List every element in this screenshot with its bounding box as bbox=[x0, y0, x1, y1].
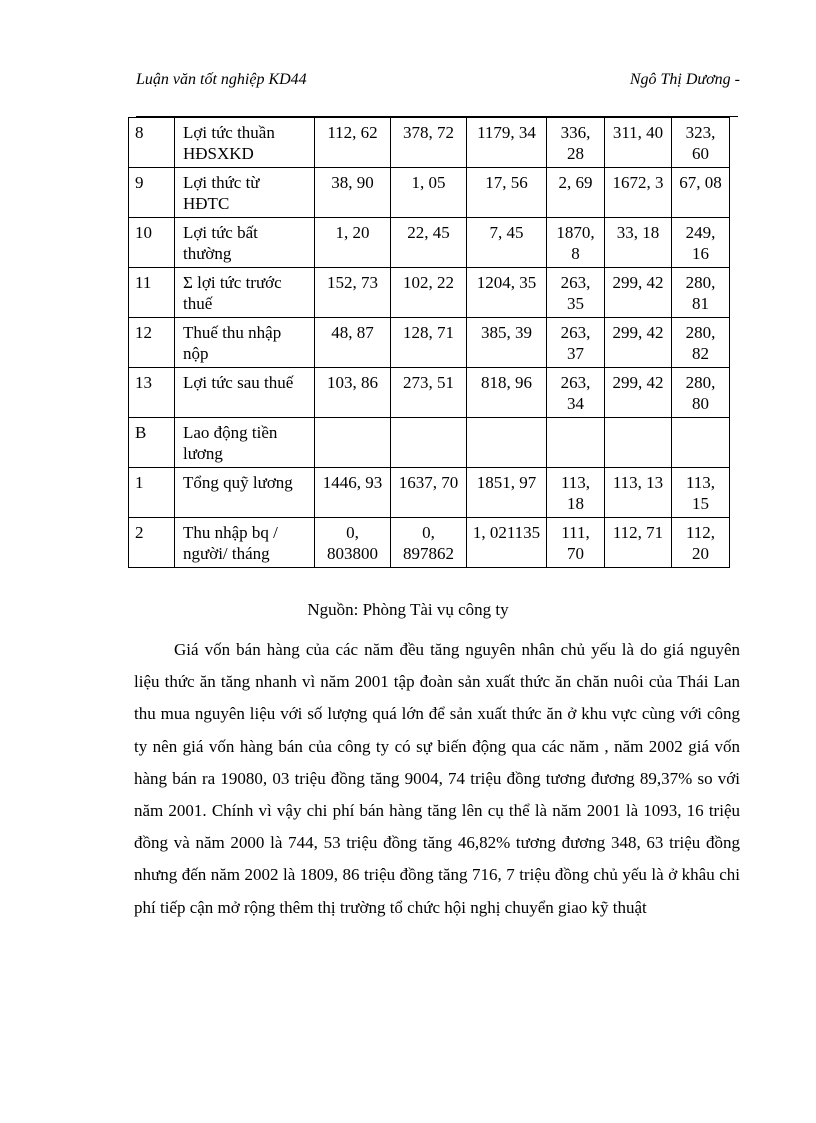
source-note: Nguồn: Phòng Tài vụ công ty bbox=[307, 600, 509, 619]
value-cell: 1851, 97 bbox=[467, 468, 547, 518]
value-cell: 22, 45 bbox=[391, 218, 467, 268]
row-label-cell: Tổng quỹ lương bbox=[175, 468, 315, 518]
value-cell bbox=[605, 418, 672, 468]
value-cell: 112, 20 bbox=[672, 518, 730, 568]
value-cell: 299, 42 bbox=[605, 368, 672, 418]
value-cell: 0, 803800 bbox=[315, 518, 391, 568]
value-cell: 299, 42 bbox=[605, 318, 672, 368]
value-cell: 336, 28 bbox=[547, 118, 605, 168]
value-cell: 280, 82 bbox=[672, 318, 730, 368]
value-cell: 273, 51 bbox=[391, 368, 467, 418]
value-cell: 385, 39 bbox=[467, 318, 547, 368]
value-cell bbox=[547, 418, 605, 468]
table-row bbox=[129, 418, 730, 468]
row-label-cell: Lao động tiền lương bbox=[175, 418, 315, 468]
table-row bbox=[129, 318, 730, 368]
row-number-cell: 12 bbox=[129, 318, 175, 368]
table-row bbox=[129, 218, 730, 268]
value-cell: 152, 73 bbox=[315, 268, 391, 318]
row-number-cell: 9 bbox=[129, 168, 175, 218]
table-row bbox=[129, 118, 730, 168]
value-cell: 1870, 8 bbox=[547, 218, 605, 268]
table-row bbox=[129, 368, 730, 418]
value-cell: 1637, 70 bbox=[391, 468, 467, 518]
row-label-cell: Σ lợi tức trước thuế bbox=[175, 268, 315, 318]
row-label-cell: Lợi tức sau thuế bbox=[175, 368, 315, 418]
value-cell: 280, 81 bbox=[672, 268, 730, 318]
table-row bbox=[129, 518, 730, 568]
value-cell: 311, 40 bbox=[605, 118, 672, 168]
value-cell: 113, 13 bbox=[605, 468, 672, 518]
table-body bbox=[129, 118, 730, 568]
financial-table bbox=[128, 117, 730, 568]
value-cell bbox=[391, 418, 467, 468]
row-label-cell: Thuế thu nhập nộp bbox=[175, 318, 315, 368]
value-cell bbox=[467, 418, 547, 468]
value-cell: 2, 69 bbox=[547, 168, 605, 218]
value-cell bbox=[672, 418, 730, 468]
value-cell: 1179, 34 bbox=[467, 118, 547, 168]
table-row bbox=[129, 168, 730, 218]
value-cell: 299, 42 bbox=[605, 268, 672, 318]
value-cell: 102, 22 bbox=[391, 268, 467, 318]
value-cell: 111, 70 bbox=[547, 518, 605, 568]
value-cell: 112, 71 bbox=[605, 518, 672, 568]
header-right-text: Ngô Thị Dương - bbox=[629, 71, 740, 88]
value-cell: 249, 16 bbox=[672, 218, 730, 268]
row-number-cell: 10 bbox=[129, 218, 175, 268]
row-number-cell: 11 bbox=[129, 268, 175, 318]
value-cell: 263, 35 bbox=[547, 268, 605, 318]
row-number-cell: B bbox=[129, 418, 175, 468]
value-cell: 818, 96 bbox=[467, 368, 547, 418]
value-cell: 378, 72 bbox=[391, 118, 467, 168]
header-left-text: Luận văn tốt nghiệp KD44 bbox=[136, 71, 307, 88]
row-number-cell: 2 bbox=[129, 518, 175, 568]
value-cell bbox=[315, 418, 391, 468]
value-cell: 128, 71 bbox=[391, 318, 467, 368]
value-cell: 280, 80 bbox=[672, 368, 730, 418]
row-label-cell: Thu nhập bq / người/ tháng bbox=[175, 518, 315, 568]
value-cell: 1, 05 bbox=[391, 168, 467, 218]
value-cell: 263, 37 bbox=[547, 318, 605, 368]
value-cell: 17, 56 bbox=[467, 168, 547, 218]
value-cell: 67, 08 bbox=[672, 168, 730, 218]
value-cell: 103, 86 bbox=[315, 368, 391, 418]
value-cell: 48, 87 bbox=[315, 318, 391, 368]
value-cell: 33, 18 bbox=[605, 218, 672, 268]
body-paragraph: Giá vốn bán hàng của các năm đều tăng nguyên nhân chủ yếu là do giá nguyên liệu thức ăn tăng nhanh vì năm 2001 tập đoàn sản xuất thức ăn chăn nuôi của Thái Lan thu mua nguyên liệu với số lượng quá lớn để sản xuất thức ăn ở khu vực cùng với công ty nên giá vốn hàng bán của công ty có sự biến động qua các năm , năm 2002 giá vốn hàng bán ra 19080, 03 triệu đồng tăng 9004, 74 triệu đồng tương đương 89,37% so với năm 2001. Chính vì vậy chi phí bán hàng tăng lên cụ thể là năm 2001 là 1093, 16 triệu đồng và năm 2000 là 744, 53 triệu đồng tăng 46,82% tương đương 348, 63 triệu đồng nhưng đến năm 2002 là 1809, 86 triệu đồng tăng 716, 7 triệu đồng chủ yếu là ở khâu chi phí tiếp cận mở rộng thêm thị trường tổ chức hội nghị chuyển giao kỹ thuật bbox=[134, 640, 740, 917]
value-cell: 7, 45 bbox=[467, 218, 547, 268]
row-number-cell: 8 bbox=[129, 118, 175, 168]
value-cell: 263, 34 bbox=[547, 368, 605, 418]
value-cell: 1204, 35 bbox=[467, 268, 547, 318]
row-number-cell: 1 bbox=[129, 468, 175, 518]
value-cell: 1, 20 bbox=[315, 218, 391, 268]
value-cell: 1446, 93 bbox=[315, 468, 391, 518]
row-label-cell: Lợi tức bất thường bbox=[175, 218, 315, 268]
value-cell: 38, 90 bbox=[315, 168, 391, 218]
table-row bbox=[129, 468, 730, 518]
value-cell: 1, 021135 bbox=[467, 518, 547, 568]
value-cell: 112, 62 bbox=[315, 118, 391, 168]
value-cell: 113, 18 bbox=[547, 468, 605, 518]
row-label-cell: Lợi thức từ HĐTC bbox=[175, 168, 315, 218]
value-cell: 323, 60 bbox=[672, 118, 730, 168]
table-row bbox=[129, 268, 730, 318]
row-number-cell: 13 bbox=[129, 368, 175, 418]
value-cell: 0, 897862 bbox=[391, 518, 467, 568]
row-label-cell: Lợi tức thuần HĐSXKD bbox=[175, 118, 315, 168]
value-cell: 1672, 3 bbox=[605, 168, 672, 218]
value-cell: 113, 15 bbox=[672, 468, 730, 518]
